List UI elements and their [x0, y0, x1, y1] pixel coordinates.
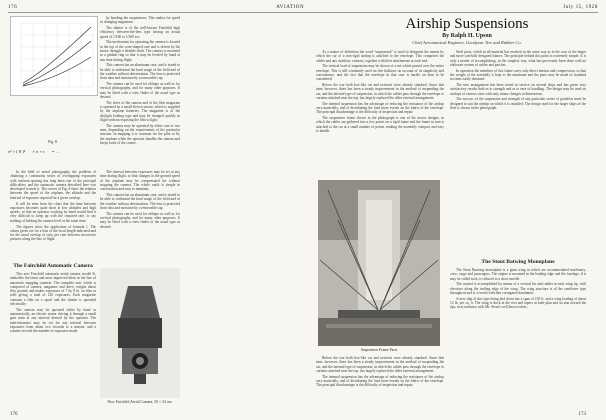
- paragraph: This camera has an aluminum case, and is stated to be able to withstand the hard usage of the field and of the weather without deterioration. The lens is protected from dust and moisture by a removable cap.: [100, 63, 180, 81]
- paragraph: by bending the suspensions. This makes for speed in changing magazines.: [100, 16, 180, 25]
- paragraph: The Stout Batwing monoplane is a giant wing in which are accommodated machinery, crew, cargo and passengers. The engine is mounted in the leading edge and the fuselage, if it may be called such, is reduced to a short nacelle.: [450, 268, 586, 281]
- paragraph: The suspension frame shown in the photograph is one of the newer designs, in which the cables are gathered into a few points on a rigid frame and the frame in turn is attached to the car at a small number of points, making the assembly compact and easy to handle.: [316, 116, 444, 134]
- paragraph: The camera may be operated either by hand or automatically, an electric motor driving it through a small gear train at any interval desired by the operator. The intervalometer may be set for any interval between exposures from about two seconds to a minute, and a counter records the number of exposures made.: [10, 307, 96, 334]
- paragraph: In the field of aerial photography the problem of obtaining a continuous series of overlapping exposures with uniform spacing has long been one of the principal difficulties, and the automatic camera described here was developed to meet it. The curves of Fig. 8 show the relation between the speed of the airplane, the altitude and the interval of exposure required for a given overlap.: [10, 170, 96, 200]
- paragraph: As a matter of definition the word “suspension” is used to designate the means by which the car of a non-rigid airship is attached to the envelope. This comprises the cables and any auxiliary catenary, together with their attachments at each end.: [316, 50, 444, 63]
- paragraph: Before the war both box-like car and network were already standard. Since that time, however, there has been a steady improvement in the method of suspending the car, and the internal type of suspension, in which the cables pass through the envelope to curtains attached near the top, has largely replaced the older external arrangement.: [316, 356, 444, 373]
- journal-name: AVIATION: [276, 5, 305, 10]
- paragraph: The camera can be used for oblique as well as for vertical photography, and for many other purposes. It may be fitted with a view finder of the usual type as desired.: [100, 211, 180, 229]
- column-3-text: [316, 50, 444, 174]
- paragraph: A new ship of this type being laid down has a span of 100 ft. and a wing loading of about 12 lb. per sq. ft. The wing is thick at the root and tapers in both plan and section toward the tips, in accordance with Mr. Stout's well known ideas.: [450, 296, 586, 310]
- paragraph: Before the war both box-like car and network were already standard. Since that time, however, there has been a steady improvement in the method of suspending the car, and the internal type of suspension, in which the cables pass through the envelope to curtains attached near the top, has largely replaced the older external arrangement.: [316, 83, 444, 100]
- left-page-number: 176: [8, 5, 18, 10]
- paragraph: The new arrangement has been tested in service on several ships and has given very satisfactory results both as to strength and as to ease of handling. The design may be used on airships of various sizes with only minor changes in dimensions.: [450, 83, 586, 96]
- paragraph: The mechanism for operating the camera is located in the top of the cone-shaped case and is driven by the motor through a flexible shaft. The camera is mounted in a gimbal ring so that it may be leveled by hand at any time during flight.: [100, 40, 180, 62]
- monoplane-article: [450, 256, 586, 410]
- paragraph: The success of the suspension and strength of any particular series of gondolas must be designed to suit the airship on which it is installed. The design used for the larger ships of the fleet is shown in the photograph.: [450, 97, 586, 111]
- paragraph: The drive of the camera and of the film magazine is operated by a small electric motor, which is supplied by the airplane batteries. The magazine is of the daylight loading type and may be changed quickly in flight without exposing the film to light.: [100, 100, 180, 123]
- camera-photo: [100, 268, 180, 398]
- column-2-mid-text: [100, 170, 180, 258]
- camera-caption: New Fairchild Aerial Camera, 50 × 24 cm.: [107, 400, 173, 404]
- figure-8-graph: [10, 16, 98, 96]
- paragraph: The camera may be operated by either one or two men, depending on the requirements of the particular mission. In mapping it is common for the pilot to fly the airplane while the operator handles the camera and keeps track of the course.: [100, 123, 180, 146]
- paragraph: It will be seen from the chart that the time between exposures becomes quite short at low altitudes and high speeds, so that an operator working by hand would find it very difficult to keep up with the required rate, to say nothing of holding the camera level at the same time.: [10, 201, 96, 223]
- column-4-text: [450, 50, 586, 250]
- paragraph: In operation the members of this frame carry only direct tension and compression, so that the weight of the assembly is kept to the minimum and the parts may be made of standard sections easily obtained.: [450, 68, 586, 82]
- paragraph: The interval between exposures may be set at any time during flight, so that changes in the ground speed of the airplane may be compensated for without stopping the camera. The whole outfit is simple in construction and easy to maintain.: [100, 170, 180, 192]
- article-byline: By Ralph H. Upson: [442, 33, 492, 39]
- column-1-text: [10, 170, 96, 258]
- paragraph: The figures show the application of formula 1. The values given are for a lens of the focal length indicated and for the usual overlap of sixty per cent between successive pictures along the line of flight.: [10, 224, 96, 242]
- paragraph: The internal suspension has the advantage of reducing the resistance of the airship very materially, and of distributing the load more evenly on the fabric of the envelope. The principal disadvantage is the difficulty of inspection and repair.: [316, 101, 444, 115]
- issue-date: July 15, 1928: [563, 5, 598, 10]
- formula-part-c: = …: [51, 149, 60, 154]
- suspension-photo: [318, 180, 440, 346]
- column-2-top-text: [100, 16, 180, 146]
- camera-illustration: [100, 268, 180, 398]
- suspension-illustration: [318, 180, 440, 346]
- left-folio: 176: [10, 412, 18, 417]
- right-folio: 173: [578, 412, 586, 417]
- article-affiliation: Chief Aeronautical Engineer, Goodyear Tire and Rubber Co.: [412, 40, 522, 45]
- paragraph: The camera can be used for oblique as well as for vertical photography, and for many other purposes. It may be fitted with a view finder of the usual type as desired.: [100, 82, 180, 100]
- camera-article: [10, 260, 96, 410]
- paragraph: This camera has an aluminum case, and is stated to be able to withstand the hard usage of the field and of the weather without deterioration. The lens is protected from dust and moisture by a removable cap.: [100, 192, 180, 210]
- paragraph: The vertical load of suspension may be shown of a net which passed over the entire envelope. This is still commonly used on free balloons on account of its simplicity and convenience, and the fact that the envelope in that case is hardly an item to be considered.: [316, 64, 444, 82]
- formula-part-b: × π × r: [32, 149, 45, 154]
- paragraph: Steel parts, which in all material has resulted in the same way as in the case of the larger and more carefully designed frames. The principle behind this point is extremely simple. It is only a matter of accomplishing, in the simplest way, what has previously been done with an elaborate system of cables and patches.: [450, 50, 586, 67]
- suspension-caption: Suspension Frame Parts: [360, 348, 398, 352]
- column-3-bottom-text: [316, 356, 444, 410]
- paragraph: The control is accomplished by means of a vertical fin and rudder at each wing tip, with elevators along the trailing edge of the wing. The wing structure is of the cantilever type throughout and is covered with thin corrugated duralumin.: [450, 282, 586, 295]
- article-title: Airship Suspensions: [405, 16, 529, 32]
- paragraph: The internal suspension has the advantage of reducing the resistance of the airship very materially, and of distributing the load more evenly on the fabric of the envelope. The principal disadvantage is the difficulty of inspection and repair.: [316, 374, 444, 388]
- camera-heading: The Fairchild Automatic Camera: [13, 263, 93, 269]
- running-header: [8, 3, 598, 13]
- paragraph: The shutter is of the well-known Fairchild high efficiency between-the-lens type having an actual speed of 1/100 to 1/300 sec.: [100, 26, 180, 39]
- figure-8-caption: Fig. 8.: [48, 140, 58, 144]
- formula-part-a: π² × ( 8 )²: [8, 149, 26, 154]
- paragraph: This new Fairchild automatic aerial camera, model K, embodies the latest and most improved ideas in the line of automatic mapping cameras. The complete unit, which is composed of camera, magazine and drive, weighs about fifty pounds and makes exposures of 7 by 9 in. on film in rolls giving a total of 120 exposures. Each magazine contains a film on a spool and the shutter is operated electrically.: [10, 272, 96, 307]
- formula-line: [8, 149, 180, 165]
- curve-chart: [11, 17, 97, 95]
- monoplane-heading: The Stout Batwing Monoplane: [481, 259, 555, 265]
